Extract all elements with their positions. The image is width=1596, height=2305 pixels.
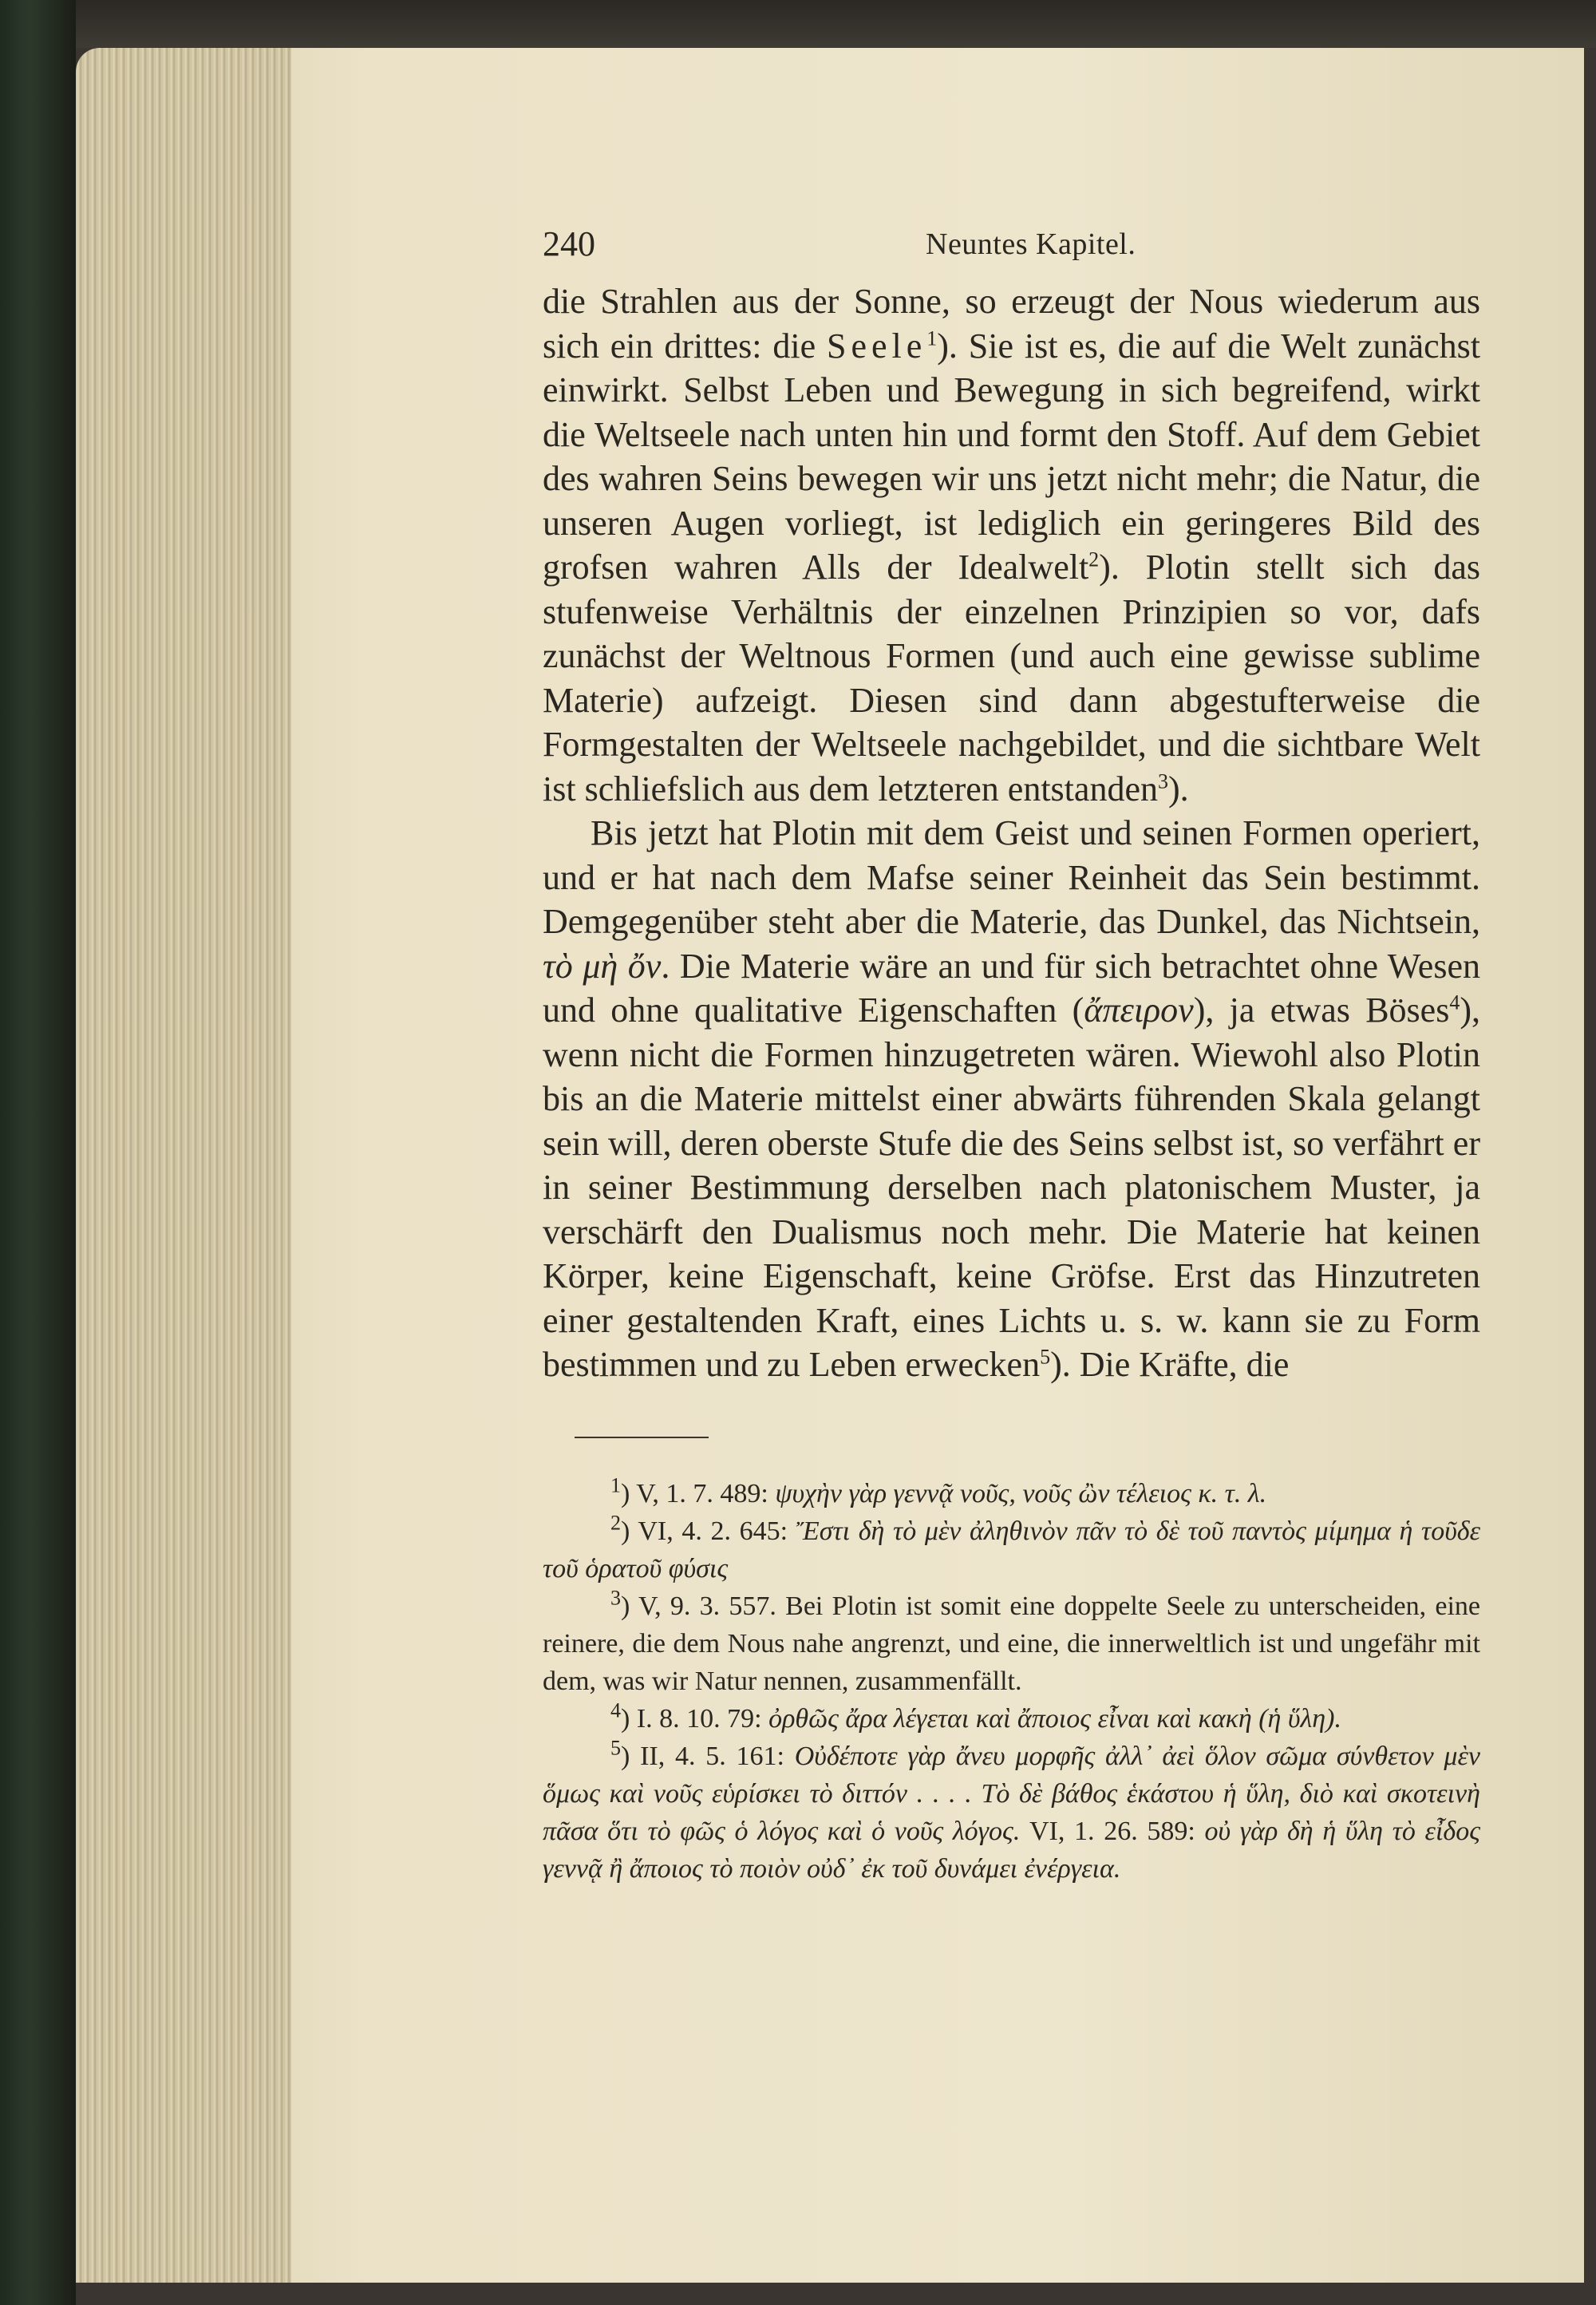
footnote-ref: 5 <box>1040 1345 1051 1369</box>
book-cover-top <box>0 0 1596 48</box>
page-header <box>543 215 1480 279</box>
greek-term: ἄπειρον <box>1084 990 1194 1030</box>
running-head: Neuntes Kapitel. <box>926 227 1136 261</box>
footnote-ref: 4 <box>1449 990 1460 1014</box>
greek-term: τὸ μὴ ὄν <box>543 946 662 986</box>
page-number: 240 <box>543 224 595 263</box>
body-text <box>543 279 1480 1387</box>
footnote-ref: 1 <box>926 326 938 350</box>
spaced-word: Seele <box>826 326 927 366</box>
page-content <box>543 215 1480 1888</box>
footnote-ref: 2 <box>1088 548 1100 571</box>
footnote-1: $^1$) V, 1. 7. 489: ψυχὴν γὰρ γεννᾷ νοῦς, νοῦς ὢν τέλειος κ. τ. λ. <box>610 1473 1267 1508</box>
page-edges <box>76 48 291 2283</box>
footnote-5: $^5$) II, 4. 5. 161: Οὐδέποτε γὰρ ἄνευ μορφῆς ἀλλ᾽ ἀεὶ ὅλον σῶμα σύνθετον μὲν ὅμως καὶ νοῦς εὑρίσκει τὸ διττόν . . . . Τὸ δὲ βάθος ἑκάστου ἡ ὕλη, διὸ καὶ σκοτεινὴ πᾶσα ὅτι τὸ φῶς ὁ λόγος καὶ ὁ νοῦς λόγος. VI, 1. 26. 589: οὐ γὰρ δὴ ἡ ὕλη τὸ εἶδος γεννᾷ ἢ ἄποιος τὸ ποιὸν οὐδ᾽ ἐκ τοῦ δυνάμει ἐνέργεια. <box>543 1736 1480 1884</box>
footnote-rule <box>575 1437 709 1438</box>
paragraph-1: die Strahlen aus der Sonne, so erzeugt der Nous wiederum aus sich ein drittes: die Seele$^1$). Sie ist es, die auf die Welt zunächst einwirkt. Selbst Leben und Bewegung in sich begreifend, wirkt die Weltseele nach unten hin und formt den Stoff. Auf dem Gebiet des wahren Seins bewegen wir uns jetzt nicht mehr; die Natur, die unseren Augen vorliegt, ist lediglich ein geringeres Bild des grofsen wahren Alls der Idealwelt$^2$). Plotin stellt sich das stufenweise Verhältnis der einzelnen Prinzipien so vor, dafs zunächst der Weltnous Formen (und auch eine gewisse sublime Materie) aufzeigt. Diesen sind dann abgestufterweise die Formgestalten der Weltseele nachgebildet, und die sichtbare Welt ist schliefslich aus dem letzteren entstanden$^3$). <box>543 282 1480 809</box>
book-cover-spine <box>0 0 76 2305</box>
footnote-3: $^3$) V, 9. 3. 557. Bei Plotin ist somit eine doppelte Seele zu unterscheiden, eine reinere, die dem Nous nahe angrenzt, und eine, die innerweltlich ist und ungefähr mit dem, was wir Natur nennen, zusammenfällt. <box>543 1586 1480 1696</box>
paragraph-2: Bis jetzt hat Plotin mit dem Geist und seinen Formen operiert, und er hat nach dem Mafse seiner Reinheit das Sein bestimmt. Demgegenüber steht aber die Materie, das Dunkel, das Nichtsein, τὸ μὴ ὄν. Die Materie wäre an und für sich betrachtet ohne Wesen und ohne qualitative Eigenschaften (ἄπειρον), ja etwas Böses$^4$), wenn nicht die Formen hinzugetreten wären. Wiewohl also Plotin bis an die Materie mittelst einer abwärts führenden Skala gelangt sein will, deren oberste Stufe die des Seins selbst ist, so verfährt er in seiner Bestimmung derselben nach platonischem Muster, ja verschärft den Dualismus noch mehr. Die Materie hat keinen Körper, keine Eigenschaft, keine Gröfse. Erst das Hinzutreten einer gestaltenden Kraft, eines Lichts u. s. w. kann sie zu Form bestimmen und zu Leben erwecken$^5$). Die Kräfte, die <box>543 813 1480 1384</box>
footnote-4: $^4$) I. 8. 10. 79: ὀρθῶς ἄρα λέγεται καὶ ἄποιος εἶναι καὶ κακὴ (ἡ ὕλη). <box>610 1698 1341 1734</box>
footnote-2: $^2$) VI, 4. 2. 645: Ἔστι δὴ τὸ μὲν ἀληθινὸν πᾶν τὸ δὲ τοῦ παντὸς μίμημα ἡ τοῦδε τοῦ ὁρατοῦ φύσις <box>543 1511 1481 1583</box>
footnotes <box>543 1475 1480 1888</box>
footnote-ref: 3 <box>1157 769 1168 793</box>
